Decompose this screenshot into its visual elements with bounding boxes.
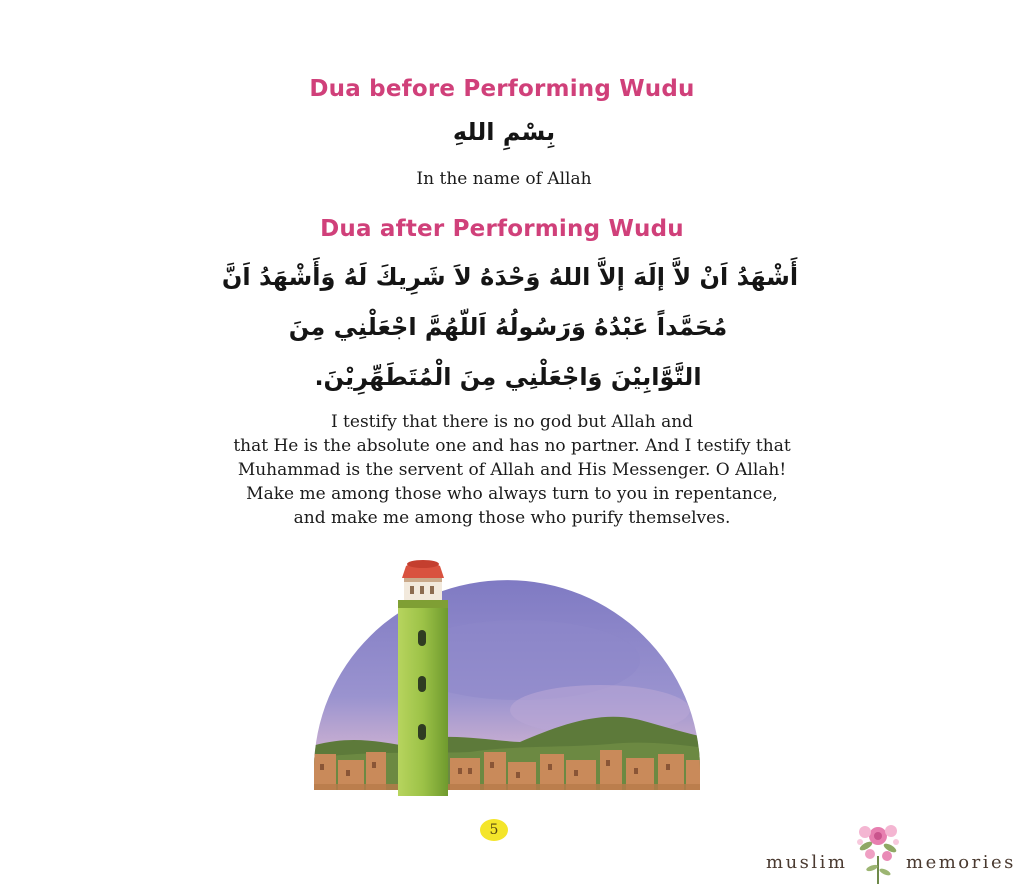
minaret — [398, 560, 448, 796]
brand-word-muslim: muslim — [766, 852, 848, 873]
translation-line-3: Muhammad is the servent of Allah and His Messenger. O Allah! — [237, 460, 787, 480]
brand-word-memories: memories — [906, 852, 1016, 873]
brand-logo — [764, 816, 1020, 886]
bismillah-translation: In the name of Allah — [416, 169, 592, 189]
sky-dome — [300, 570, 720, 800]
page-number-badge: 5 — [480, 819, 508, 841]
translation-line-4: Make me among those who always turn to you in repentance, — [246, 484, 778, 504]
bismillah-arabic: بِسْمِ اللهِ — [452, 118, 556, 146]
translation-line-5: and make me among those who purify themselves. — [293, 508, 731, 528]
translation-line-1: I testify that there is no god but Allah and — [330, 412, 694, 432]
dua-after-arabic-line-1: أَشْهَدُ اَنْ لاَّ إلَهَ إلاَّ اللهُ وَحْدَهُ لاَ شَرِيكَ لَهُ وَأَشْهَدُ اَنَّ — [221, 263, 799, 291]
flower-bouquet-icon — [848, 816, 908, 886]
translation-line-2: that He is the absolute one and has no partner. And I testify that — [233, 436, 791, 456]
dua-after-arabic-line-2: مُحَمَّداً عَبْدُهُ وَرَسُولُهُ اَللّهُمَّ اجْعَلْنِي مِنَ — [288, 313, 728, 341]
dua-after-translation — [0, 410, 1024, 530]
dua-after-arabic-line-3: التَّوَّابِيْنَ وَاجْعَلْنِي مِنَ الْمُتَطَهِّرِيْنَ. — [314, 363, 702, 391]
mosque-illustration — [0, 540, 1024, 810]
dua-before-heading: Dua before Performing Wudu — [309, 76, 695, 102]
dua-after-heading: Dua after Performing Wudu — [320, 216, 684, 242]
